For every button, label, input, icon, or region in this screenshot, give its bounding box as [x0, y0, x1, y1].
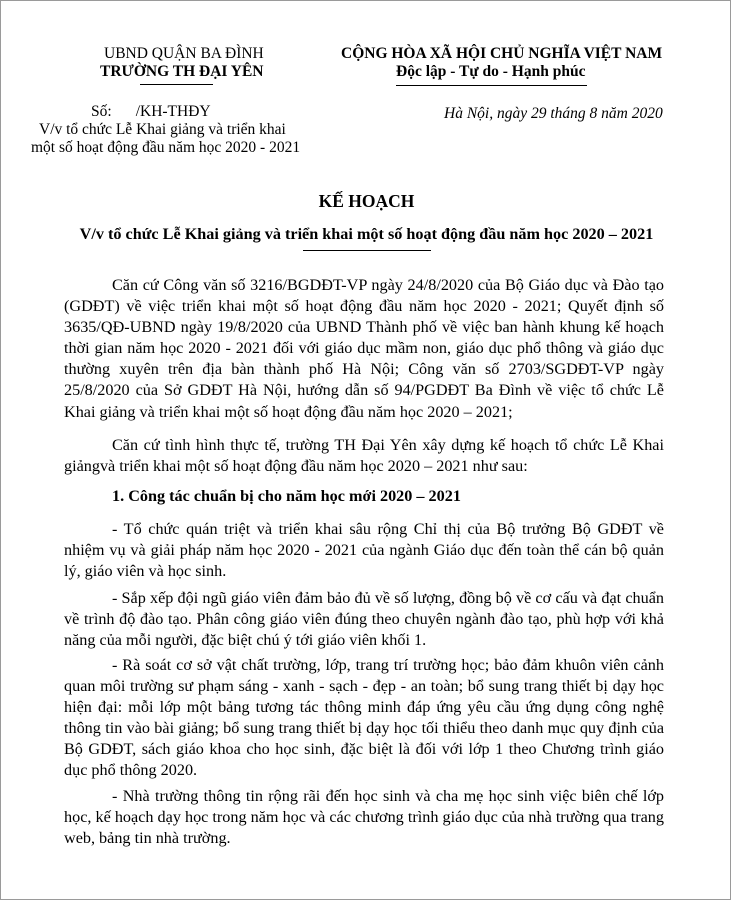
number-label: Số: — [91, 103, 112, 120]
national-motto: Độc lập - Tự do - Hạnh phúc — [396, 63, 586, 80]
document-number — [91, 103, 211, 121]
paragraph-situation: Căn cứ tình hình thực tế, trường TH Đại Yên xây dựng kế hoạch tổ chức Lễ Khai giảngvà triển khai một số hoạt động đầu năm học 2020 – 2021 như sau: — [64, 436, 664, 476]
subject-line-2: một số hoạt động đầu năm học 2020 - 2021 — [31, 139, 301, 156]
document-subtitle: V/v tổ chức Lễ Khai giảng và triển khai một số hoạt động đầu năm học 2020 – 2021 — [79, 225, 654, 243]
list-item-staffing: - Sắp xếp đội ngũ giáo viên đảm bảo đủ về số lượng, đồng bộ về cơ cấu và đạt chuẩn về trình độ đào tạo. Phân công giáo viên đúng theo chuyên ngành đào tạo, phù hợp với khả năng của mỗi người, đặc biệt chú ý tới giáo viên khối 1. — [64, 589, 664, 650]
list-item-directive: - Tổ chức quán triệt và triển khai sâu rộng Chỉ thị của Bộ trưởng Bộ GDĐT về nhiệm vụ và giải pháp năm học 2020 - 2021 của ngành Giáo dục đến toàn thể cán bộ quản lý, giáo viên và học sinh. — [64, 520, 664, 581]
list-item-facilities: - Rà soát cơ sở vật chất trường, lớp, trang trí trường học; bảo đảm khuôn viên cảnh quan môi trường sư phạm sáng - xanh - sạch - đẹp - an toàn; bổ sung trang thiết bị dạy học hiện đại: mỗi lớp một bảng tương tác thông minh đáp ứng yêu cầu ứng dụng công nghệ thông tin vào bài giảng; bổ sung trang thiết bị dạy học tối thiểu theo danh mục quy định của Bộ GDĐT, sách giáo khoa cho học sinh, đặc biệt là đối với lớp 1 theo Chương trình giáo dục phổ thông 2020. — [64, 656, 664, 780]
title-underline — [303, 250, 431, 251]
list-item-information: - Nhà trường thông tin rộng rãi đến học sinh và cha mẹ học sinh việc biên chế lớp học, kế hoạch dạy học trong năm học và các chương trình giáo dục của nhà trường qua trang web, bảng tin nhà trường. — [64, 787, 664, 848]
number-code: /KH-THĐY — [135, 103, 211, 120]
school-underline — [140, 84, 213, 85]
school-name: TRƯỜNG TH ĐẠI YÊN — [100, 63, 264, 80]
issue-date: Hà Nội, ngày 29 tháng 8 năm 2020 — [444, 105, 663, 122]
country-name: CỘNG HÒA XÃ HỘI CHỦ NGHĨA VIỆT NAM — [341, 45, 663, 62]
document-title: KẾ HOẠCH — [318, 191, 415, 211]
org-name: UBND QUẬN BA ĐÌNH — [104, 45, 264, 62]
section-heading: 1. Công tác chuẩn bị cho năm học mới 2020 – 2021 — [112, 487, 461, 505]
subject-line-1: V/v tổ chức Lễ Khai giảng và triển khai — [39, 121, 286, 138]
paragraph-legal-basis: Căn cứ Công văn số 3216/BGDĐT-VP ngày 24/8/2020 của Bộ Giáo dục và Đào tạo (GDĐT) về việc triển khai một số hoạt động đầu năm học 2020 - 2021; Quyết định số 3635/QĐ-UBND ngày 19/8/2020 của UBND Thành phố về việc ban hành khung kế hoạch thời gian năm học 2020 - 2021 đối với giáo dục mầm non, giáo dục phổ thông và giáo dục thường xuyên trên địa bàn thành phố Hà Nội; Công văn số 2703/SGDĐT-VP ngày 25/8/2020 của Sở GDĐT Hà Nội, hướng dẫn số 94/PGDĐT Ba Đình về việc tổ chức Lễ Khai giảng và triển khai một số hoạt động đầu năm học 2020 – 2021; — [64, 276, 664, 421]
motto-underline — [396, 85, 587, 86]
